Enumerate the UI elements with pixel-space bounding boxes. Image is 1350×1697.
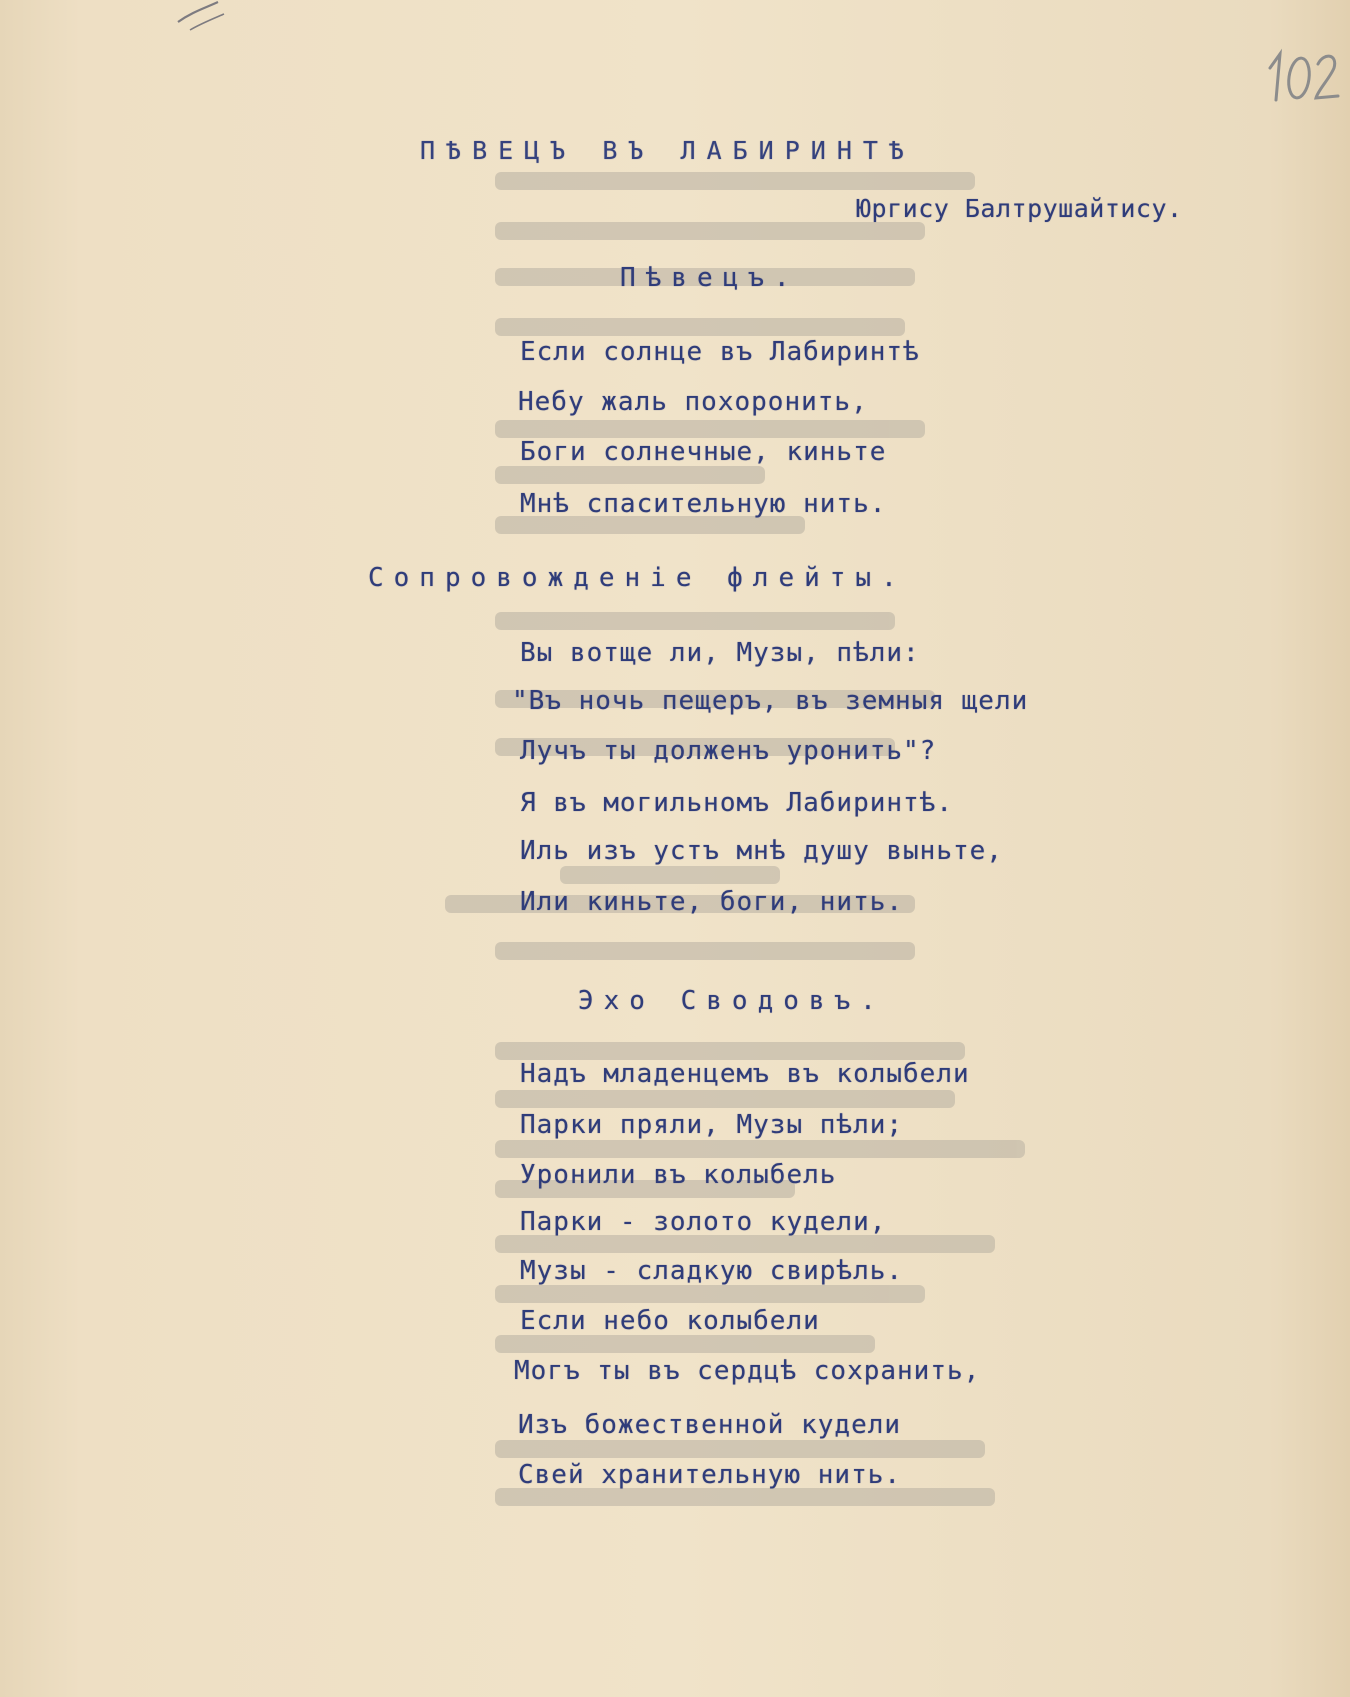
handwritten-folio-number	[1262, 38, 1342, 108]
section-heading-flute: Сопровожденiе флейты.	[368, 563, 907, 593]
verse-line: Если солнце въ Лабиринтѣ	[520, 337, 920, 367]
poem-title: ПѢВЕЦЪ ВЪ ЛАБИРИНТѢ	[420, 136, 915, 165]
verse-line: Небу жаль похоронить,	[518, 387, 868, 417]
verse-line: Лучъ ты долженъ уронить"?	[520, 736, 937, 766]
dedication: Юргису Балтрушайтису.	[856, 194, 1183, 223]
verse-line: Надъ младенцемъ въ колыбели	[520, 1059, 970, 1089]
verse-line: "Въ ночь пещеръ, въ земныя щели	[512, 686, 1029, 716]
verse-line: Парки - золото кудели,	[520, 1207, 887, 1237]
verse-line: Вы вотще ли, Музы, пѣли:	[520, 638, 920, 668]
verse-line: Могъ ты въ сердцѣ сохранить,	[514, 1356, 981, 1386]
pencil-mark	[0, 0, 230, 40]
verse-line: Иль изъ устъ мнѣ душу выньте,	[520, 836, 1003, 866]
verse-line: Свей хранительную нить.	[518, 1460, 902, 1490]
verse-line: Я въ могильномъ Лабиринтѣ.	[520, 788, 953, 818]
verse-line: Боги солнечные, киньте	[520, 437, 887, 467]
verse-line: Парки пряли, Музы пѣли;	[520, 1110, 904, 1140]
verse-line: Музы - сладкую свирѣль.	[520, 1256, 904, 1286]
verse-line: Изъ божественной кудели	[518, 1410, 902, 1440]
verse-line: Мнѣ спасительную нить.	[520, 489, 887, 519]
verse-line: Или киньте, боги, нить.	[520, 887, 904, 917]
section-heading-singer: Пѣвецъ.	[620, 263, 800, 293]
verse-line: Уронили въ колыбель	[520, 1160, 837, 1190]
verse-line: Если небо колыбели	[520, 1306, 820, 1336]
section-heading-echo: Эхо Сводовъ.	[578, 986, 886, 1016]
